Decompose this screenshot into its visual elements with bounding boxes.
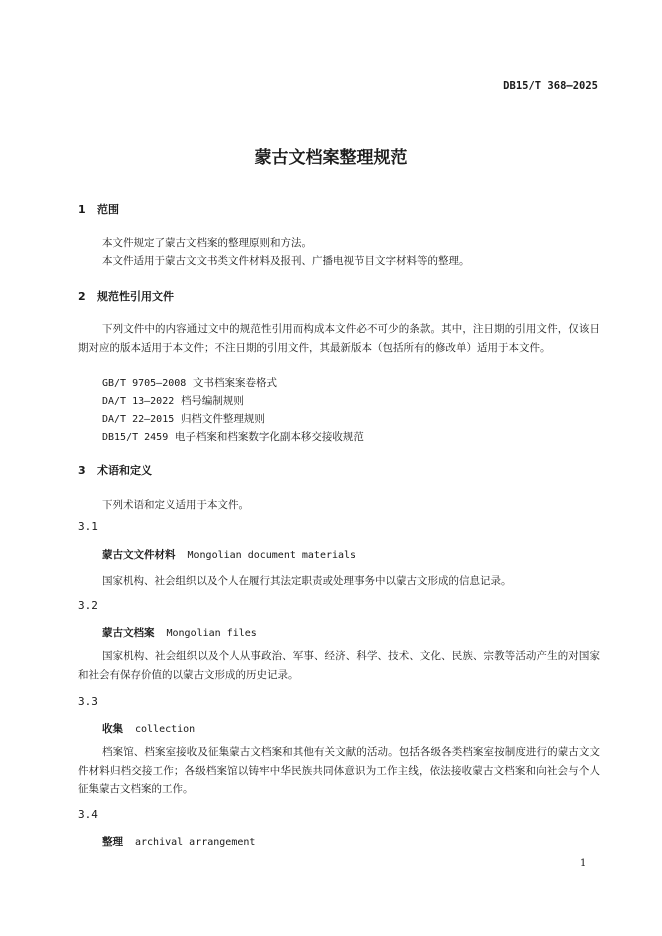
term-definition: 档案馆、档案室接收及征集蒙古文档案和其他有关文献的活动。包括各级各类档案室按制度进行的蒙古文文件材料归档交接工作；各级档案馆以铸牢中华民族共同体意识为工作主线，依法接收蒙古文档案和向社会与个人征集蒙古文档案的工作。 (78, 746, 600, 795)
normative-reference (102, 393, 244, 408)
reference-code: DA/T 13—2022 (102, 396, 175, 407)
reference-title: 电子档案和档案数字化副本移交接收规范 (174, 431, 364, 443)
term-english: collection (135, 724, 196, 735)
term-entry (102, 834, 255, 849)
section-number: 1 (78, 203, 86, 216)
section-3-heading (78, 462, 152, 478)
section-number: 3 (78, 464, 86, 477)
section-number: 2 (78, 290, 86, 303)
reference-title: 档号编制规则 (180, 395, 244, 407)
term-entry (102, 547, 356, 562)
term-chinese: 整理 (102, 836, 123, 848)
paragraph: 本文件适用于蒙古文文书类文件材料及报刊、广播电视节目文字材料等的整理。 (102, 255, 470, 267)
reference-title: 文书档案案卷格式 (192, 377, 277, 389)
paragraph: 本文件规定了蒙古文档案的整理原则和方法。 (102, 237, 312, 249)
paragraph: 下列术语和定义适用于本文件。 (102, 499, 249, 511)
reference-title: 归档文件整理规则 (180, 413, 265, 425)
section-1-heading (78, 201, 119, 217)
term-entry (102, 625, 257, 640)
normative-reference (102, 411, 265, 426)
term-number: 3.2 (78, 599, 98, 612)
term-chinese: 蒙古文文件材料 (102, 549, 176, 561)
term-number: 3.4 (78, 808, 98, 821)
section-title: 范围 (97, 203, 119, 216)
term-chinese: 收集 (102, 723, 123, 735)
document-code: DB15/T 368—2025 (503, 80, 598, 92)
term-english: archival arrangement (135, 837, 256, 848)
term-chinese: 蒙古文档案 (102, 627, 155, 639)
page-number: 1 (580, 858, 587, 869)
term-number: 3.1 (78, 520, 98, 533)
section-2-heading (78, 288, 174, 304)
term-english: Mongolian files (166, 628, 257, 639)
term-definition: 国家机构、社会组织以及个人从事政治、军事、经济、科学、技术、文化、民族、宗教等活动产生的对国家和社会有保存价值的以蒙古文形成的历史记录。 (78, 650, 600, 681)
term-number: 3.3 (78, 695, 98, 708)
page-title: 蒙古文档案整理规范 (254, 148, 408, 168)
reference-code: GB/T 9705—2008 (102, 378, 187, 389)
term-english: Mongolian document materials (187, 550, 357, 561)
normative-reference (102, 375, 277, 390)
term-entry (102, 721, 195, 736)
section-title: 术语和定义 (97, 464, 152, 477)
reference-code: DB15/T 2459 (102, 432, 169, 443)
term-definition: 国家机构、社会组织以及个人在履行其法定职责或处理事务中以蒙古文形成的信息记录。 (102, 575, 512, 587)
reference-code: DA/T 22—2015 (102, 414, 175, 425)
normative-reference (102, 429, 364, 444)
paragraph: 下列文件中的内容通过文中的规范性引用而构成本文件必不可少的条款。其中，注日期的引用文件，仅该日期对应的版本适用于本文件；不注日期的引用文件，其最新版本（包括所有的修改单）适用于本文件。 (78, 323, 600, 354)
section-title: 规范性引用文件 (97, 290, 174, 303)
